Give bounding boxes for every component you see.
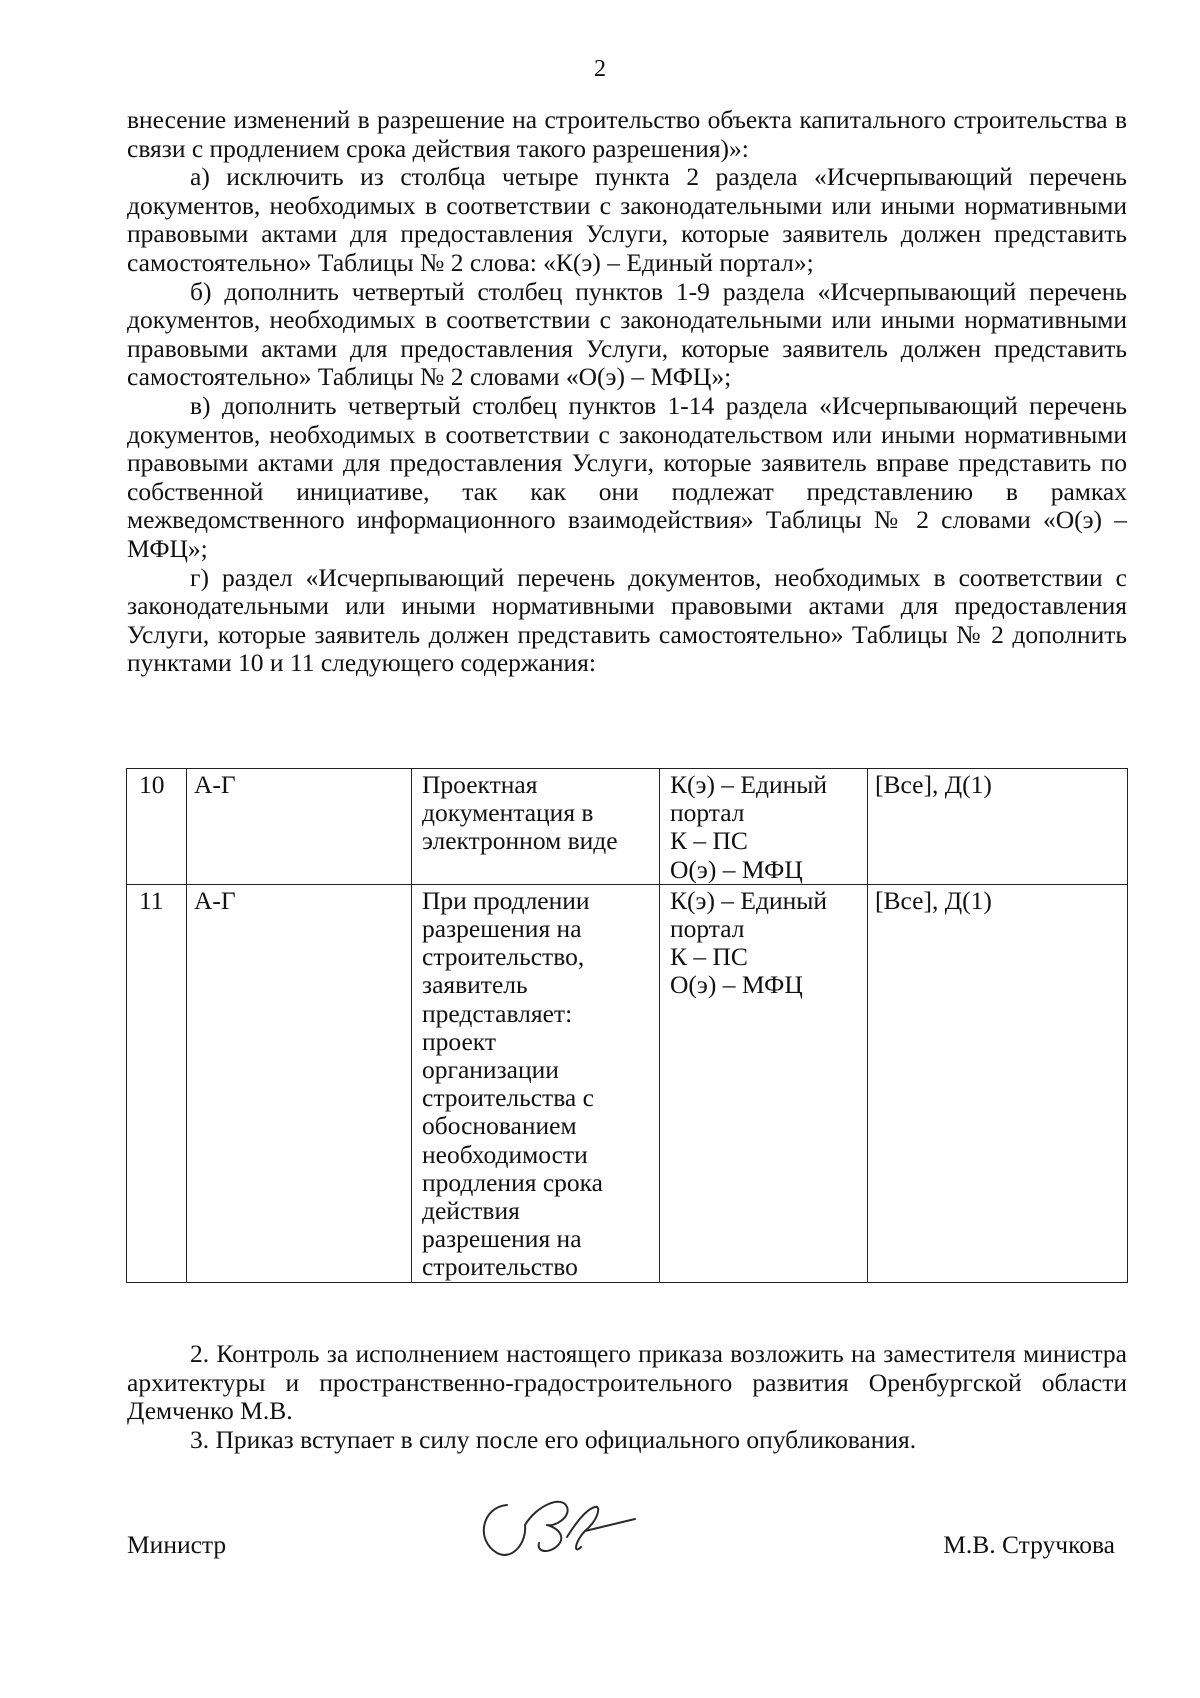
signatory-title: Министр bbox=[127, 1530, 227, 1559]
table-row bbox=[127, 769, 1128, 885]
paragraph-effective: 3. Приказ вступает в силу после его официального опубликования. bbox=[190, 1424, 917, 1454]
paragraph-b: б) дополнить четвертый столбец пунктов 1-9 раздела «Исчерпывающий перечень документов, необходимых в соответствии с законодательными или иными нормативными правовыми актами для предоставления Услуги, которые заявитель должен представить самостоятельно» Таблицы № 2 словами «О(э) – МФЦ»; bbox=[127, 276, 1127, 392]
submission-form-cell bbox=[660, 884, 868, 1282]
copies-cell: [Все], Д(1) bbox=[868, 769, 1128, 885]
cell-text-line: К(э) – Единый bbox=[670, 770, 828, 799]
document-name-cell bbox=[412, 884, 660, 1282]
signatory-name: М.В. Стручкова bbox=[943, 1530, 1115, 1559]
cell-text-line: действия bbox=[422, 1196, 520, 1226]
cell-text-line: О(э) – МФЦ bbox=[670, 970, 803, 1000]
cell-text-line: разрешения на bbox=[422, 914, 582, 944]
cell-text-line: портал bbox=[670, 798, 745, 828]
cell-text-line: электронном виде bbox=[422, 826, 618, 856]
paragraph-intro: внесение изменений в разрешение на строительство объекта капитального строительства в связи с продлением срока действия такого разрешения)»: bbox=[127, 105, 1127, 163]
cell-text-line: строительство bbox=[422, 1252, 578, 1282]
cell-text-line: необходимости bbox=[422, 1139, 588, 1169]
cell-text-line: Проектная bbox=[422, 770, 538, 799]
amendment-table bbox=[126, 768, 1128, 1283]
cell-text-line: продления срока bbox=[422, 1167, 603, 1197]
paragraph-v: в) дополнить четвертый столбец пунктов 1-14 раздела «Исчерпывающий перечень документов, необходимых в соответствии с законодательством или иными нормативными правовыми актами для предоставления Услуги, которые заявитель вправе представить по собственной инициативе, так как они подлежат представлению в рамках межведомственного информационного взаимодействия» Таблицы № 2 словами «О(э) – МФЦ»; bbox=[127, 390, 1127, 563]
page-number: 2 bbox=[594, 56, 606, 82]
body-text bbox=[127, 106, 1127, 678]
applicant-category-cell: А-Г bbox=[187, 884, 412, 1282]
row-number-cell: 10 bbox=[127, 769, 187, 885]
row-number-cell: 11 bbox=[127, 884, 187, 1282]
cell-text-line: К – ПС bbox=[670, 942, 748, 972]
table-row bbox=[127, 884, 1128, 1282]
cell-text-line: К(э) – Единый bbox=[670, 885, 828, 915]
cell-text-line: О(э) – МФЦ bbox=[670, 854, 803, 884]
handwritten-signature bbox=[467, 1485, 647, 1575]
closing-text bbox=[127, 1340, 1127, 1454]
cell-text-line: разрешения на bbox=[422, 1224, 582, 1254]
cell-text-line: К – ПС bbox=[670, 826, 748, 856]
cell-text-line: проект bbox=[422, 1026, 496, 1056]
cell-text-line: представляет: bbox=[422, 998, 573, 1028]
cell-text-line: При продлении bbox=[422, 885, 590, 915]
copies-cell: [Все], Д(1) bbox=[868, 884, 1128, 1282]
applicant-category-cell: А-Г bbox=[187, 769, 412, 885]
cell-text-line: заявитель bbox=[422, 970, 528, 1000]
cell-text-line: обоснованием bbox=[422, 1111, 577, 1141]
cell-text-line: организации bbox=[422, 1055, 559, 1085]
cell-text-line: строительство, bbox=[422, 942, 585, 972]
cell-text-line: строительства с bbox=[422, 1083, 594, 1113]
paragraph-a: а) исключить из столбца четыре пункта 2 раздела «Исчерпывающий перечень документов, необходимых в соответствии с законодательными или иными нормативными правовыми актами для предоставления Услуги, которые заявитель должен представить самостоятельно» Таблицы № 2 слова: «К(э) – Единый портал»; bbox=[127, 162, 1127, 277]
paragraph-control: 2. Контроль за исполнением настоящего приказа возложить на заместителя министра архитектуры и пространственно-градостроительного развития Оренбургской области Демченко М.В. bbox=[127, 1339, 1127, 1426]
paragraph-g: г) раздел «Исчерпывающий перечень документов, необходимых в соответствии с законодательными или иными нормативными правовыми актами для предоставления Услуги, которые заявитель должен представить самостоятельно» Таблицы № 2 дополнить пунктами 10 и 11 следующего содержания: bbox=[127, 562, 1127, 678]
cell-text-line: документация в bbox=[422, 798, 594, 828]
document-name-cell bbox=[412, 769, 660, 885]
cell-text-line: портал bbox=[670, 914, 745, 944]
submission-form-cell bbox=[660, 769, 868, 885]
